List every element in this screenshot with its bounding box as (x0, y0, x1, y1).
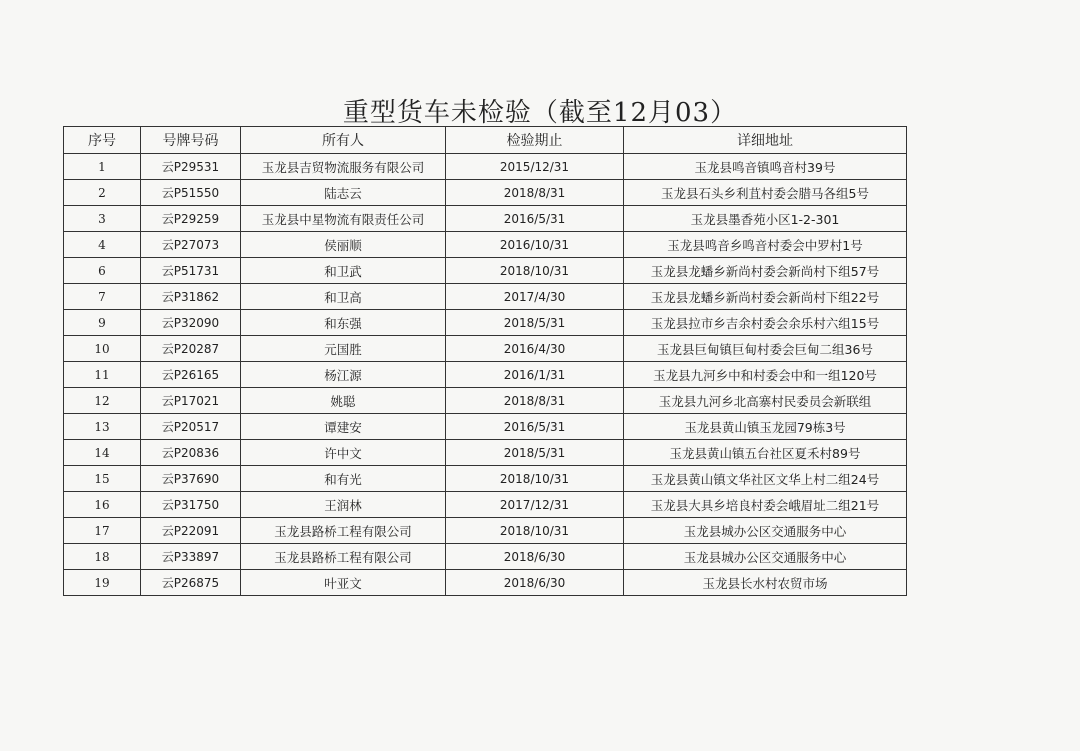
cell-address: 玉龙县龙蟠乡新尚村委会新尚村下组57号 (624, 258, 907, 284)
cell-index: 17 (64, 518, 141, 544)
cell-address: 玉龙县巨甸镇巨甸村委会巨甸二组36号 (624, 336, 907, 362)
cell-owner: 陆志云 (241, 180, 446, 206)
cell-address: 玉龙县大具乡培良村委会峨眉址二组21号 (624, 492, 907, 518)
cell-address: 玉龙县黄山镇五台社区夏禾村89号 (624, 440, 907, 466)
cell-plate: 云P20517 (141, 414, 241, 440)
cell-plate: 云P29531 (141, 154, 241, 180)
cell-owner: 玉龙县路桥工程有限公司 (241, 518, 446, 544)
cell-address: 玉龙县鸣音镇鸣音村39号 (624, 154, 907, 180)
cell-inspection-date: 2016/1/31 (446, 362, 624, 388)
cell-plate: 云P37690 (141, 466, 241, 492)
cell-address: 玉龙县拉市乡吉余村委会余乐村六组15号 (624, 310, 907, 336)
vehicle-table (63, 126, 907, 596)
cell-address: 玉龙县九河乡中和村委会中和一组120号 (624, 362, 907, 388)
cell-address: 玉龙县城办公区交通服务中心 (624, 544, 907, 570)
cell-address: 玉龙县黄山镇文华社区文华上村二组24号 (624, 466, 907, 492)
cell-address: 玉龙县石头乡利苴村委会腊马各组5号 (624, 180, 907, 206)
cell-index: 1 (64, 154, 141, 180)
table-row (64, 466, 907, 492)
cell-plate: 云P27073 (141, 232, 241, 258)
page-title: 重型货车未检验（截至12月03） (342, 98, 738, 128)
cell-owner: 元国胜 (241, 336, 446, 362)
cell-address: 玉龙县墨香苑小区1-2-301 (624, 206, 907, 232)
cell-index: 12 (64, 388, 141, 414)
cell-index: 9 (64, 310, 141, 336)
table-row (64, 180, 907, 206)
column-header-address: 详细地址 (624, 127, 907, 154)
cell-index: 13 (64, 414, 141, 440)
cell-address: 玉龙县九河乡北高寨村民委员会新联组 (624, 388, 907, 414)
table-row (64, 440, 907, 466)
cell-plate: 云P31862 (141, 284, 241, 310)
cell-address: 玉龙县城办公区交通服务中心 (624, 518, 907, 544)
cell-plate: 云P26875 (141, 570, 241, 596)
cell-index: 16 (64, 492, 141, 518)
column-header-plate: 号牌号码 (141, 127, 241, 154)
table-row (64, 206, 907, 232)
cell-inspection-date: 2017/4/30 (446, 284, 624, 310)
cell-inspection-date: 2016/4/30 (446, 336, 624, 362)
cell-inspection-date: 2016/5/31 (446, 206, 624, 232)
cell-address: 玉龙县龙蟠乡新尚村委会新尚村下组22号 (624, 284, 907, 310)
column-header-inspection-date: 检验期止 (446, 127, 624, 154)
cell-owner: 玉龙县吉贸物流服务有限公司 (241, 154, 446, 180)
cell-plate: 云P51731 (141, 258, 241, 284)
cell-plate: 云P31750 (141, 492, 241, 518)
column-header-index: 序号 (64, 127, 141, 154)
cell-index: 4 (64, 232, 141, 258)
cell-owner: 王润林 (241, 492, 446, 518)
cell-plate: 云P17021 (141, 388, 241, 414)
table-row (64, 414, 907, 440)
cell-address: 玉龙县长水村农贸市场 (624, 570, 907, 596)
cell-plate: 云P32090 (141, 310, 241, 336)
cell-index: 11 (64, 362, 141, 388)
cell-index: 18 (64, 544, 141, 570)
cell-index: 7 (64, 284, 141, 310)
cell-owner: 谭建安 (241, 414, 446, 440)
cell-inspection-date: 2018/10/31 (446, 466, 624, 492)
cell-plate: 云P20287 (141, 336, 241, 362)
cell-index: 15 (64, 466, 141, 492)
cell-owner: 杨江源 (241, 362, 446, 388)
cell-inspection-date: 2018/10/31 (446, 518, 624, 544)
cell-index: 19 (64, 570, 141, 596)
cell-address: 玉龙县黄山镇玉龙园79栋3号 (624, 414, 907, 440)
cell-address: 玉龙县鸣音乡鸣音村委会中罗村1号 (624, 232, 907, 258)
cell-owner: 和卫高 (241, 284, 446, 310)
table-row (64, 518, 907, 544)
cell-index: 14 (64, 440, 141, 466)
cell-plate: 云P29259 (141, 206, 241, 232)
cell-index: 3 (64, 206, 141, 232)
cell-plate: 云P26165 (141, 362, 241, 388)
cell-inspection-date: 2018/5/31 (446, 310, 624, 336)
cell-owner: 叶亚文 (241, 570, 446, 596)
table-row (64, 570, 907, 596)
table-header-row (64, 127, 907, 154)
table-row (64, 310, 907, 336)
cell-inspection-date: 2018/8/31 (446, 388, 624, 414)
cell-inspection-date: 2018/6/30 (446, 570, 624, 596)
cell-index: 10 (64, 336, 141, 362)
table-row (64, 336, 907, 362)
table-row (64, 284, 907, 310)
cell-plate: 云P33897 (141, 544, 241, 570)
table-row (64, 232, 907, 258)
cell-plate: 云P22091 (141, 518, 241, 544)
table-row (64, 258, 907, 284)
cell-inspection-date: 2018/8/31 (446, 180, 624, 206)
cell-owner: 玉龙县中星物流有限责任公司 (241, 206, 446, 232)
cell-owner: 侯丽顺 (241, 232, 446, 258)
cell-index: 2 (64, 180, 141, 206)
cell-owner: 和卫武 (241, 258, 446, 284)
cell-inspection-date: 2018/5/31 (446, 440, 624, 466)
cell-inspection-date: 2017/12/31 (446, 492, 624, 518)
table-row (64, 544, 907, 570)
cell-owner: 姚聪 (241, 388, 446, 414)
cell-inspection-date: 2016/5/31 (446, 414, 624, 440)
cell-inspection-date: 2016/10/31 (446, 232, 624, 258)
cell-owner: 和有光 (241, 466, 446, 492)
cell-inspection-date: 2015/12/31 (446, 154, 624, 180)
table-row (64, 492, 907, 518)
table-row (64, 154, 907, 180)
cell-owner: 玉龙县路桥工程有限公司 (241, 544, 446, 570)
cell-owner: 许中文 (241, 440, 446, 466)
cell-inspection-date: 2018/6/30 (446, 544, 624, 570)
table-row (64, 362, 907, 388)
cell-inspection-date: 2018/10/31 (446, 258, 624, 284)
cell-plate: 云P51550 (141, 180, 241, 206)
column-header-owner: 所有人 (241, 127, 446, 154)
cell-index: 6 (64, 258, 141, 284)
cell-owner: 和东强 (241, 310, 446, 336)
table-row (64, 388, 907, 414)
cell-plate: 云P20836 (141, 440, 241, 466)
